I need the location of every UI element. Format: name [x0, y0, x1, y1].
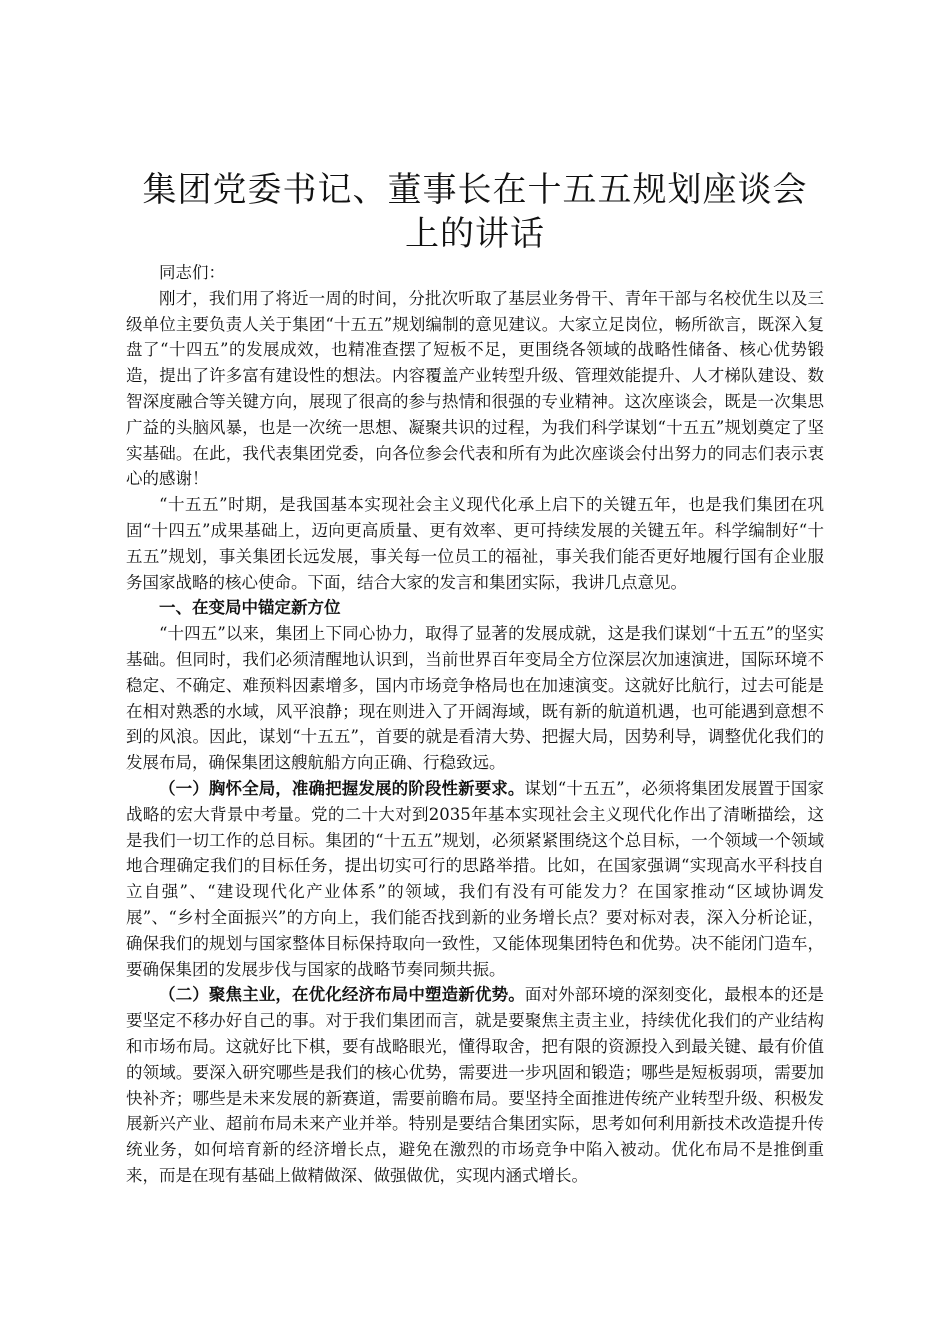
intro-paragraph-1: 刚才，我们用了将近一周的时间，分批次听取了基层业务骨干、青年干部与名校优生以及三级单位主要负责人关于集团“十五五”规划编制的意见建议。大家立足岗位，畅所欲言，既深入复盘了“十四五”的发展成效，也精准查摆了短板不足，更围绕各领域的战略性储备、核心优势锻造，提出了许多富有建设性的想法。内容覆盖产业转型升级、管理效能提升、人才梯队建设、数智深度融合等关键方向，展现了很高的参与热情和很强的专业精神。这次座谈会，既是一次集思广益的头脑风暴，也是一次统一思想、凝聚共识的过程，为我们科学谋划“十五五”规划奠定了坚实基础。在此，我代表集团党委，向各位参会代表和所有为此次座谈会付出努力的同志们表示衷心的感谢！	[126, 288, 824, 489]
intro-paragraph-2: “十五五”时期，是我国基本实现社会主义现代化承上启下的关键五年，也是我们集团在巩固“十四五”成果基础上，迈向更高质量、更有效率、更可持续发展的关键五年。科学编制好“十五五”规划，事关集团长远发展，事关每一位员工的福祉，事关我们能否更好地履行国有企业服务国家战略的核心使命。下面，结合大家的发言和集团实际，我讲几点意见。	[126, 495, 824, 592]
subsection-2-body: 面对外部环境的深刻变化，最根本的还是要坚定不移办好自己的事。对于我们集团而言，就是要聚焦主责主业，持续优化我们的产业结构和市场布局。这就好比下棋，要有战略眼光，懂得取舍，把有限的资源投入到最关键、最有价值的领域。要深入研究哪些是我们的核心优势，需要进一步巩固和锻造；哪些是短板弱项，需要加快补齐；哪些是未来发展的新赛道，需要前瞻布局。要坚持全面推进传统产业转型升级、积极发展新兴产业、超前布局未来产业并举。特别是要结合集团实际，思考如何利用新技术改造提升传统业务，如何培育新的经济增长点，避免在激烈的市场竞争中陷入被动。优化布局不是推倒重来，而是在现有基础上做精做深、做强做优，实现内涵式增长。	[126, 985, 825, 1185]
subsection-1	[126, 776, 824, 982]
subsection-2-lead: （二）聚焦主业，在优化经济布局中塑造新优势。	[159, 985, 525, 1005]
subsection-2	[126, 982, 824, 1188]
section-1-paragraph: “十四五”以来，集团上下同心协力，取得了显著的发展成就，这是我们谋划“十五五”的坚实基础。但同时，我们必须清醒地认识到，当前世界百年变局全方位深层次加速演进，国际环境不稳定、不确定、难预料因素增多，国内市场竞争格局也在加速演变。这就好比航行，过去可能是在相对熟悉的水域，风平浪静；现在则进入了开阔海域，既有新的航道机遇，也可能遇到意想不到的风浪。因此，谋划“十五五”，首要的就是看清大势、把握大局，因势利导，调整优化我们的发展布局，确保集团这艘航船方向正确、行稳致远。	[126, 624, 824, 773]
document-page	[126, 168, 824, 1189]
subsection-1-lead: （一）胸怀全局，准确把握发展的阶段性新要求。	[159, 778, 525, 798]
section-heading-1: 一、在变局中锚定新方位	[159, 598, 341, 618]
subsection-1-body: 谋划“十五五”，必须将集团发展置于国家战略的宏大背景中考量。党的二十大对到2035年基本实现社会主义现代化作出了清晰描绘，这是我们一切工作的总目标。集团的“十五五”规划，必须紧紧围绕这个总目标，一个领域一个领域地合理确定我们的目标任务，提出切实可行的思路举措。比如，在国家强调“实现高水平科技自立自强”、“建设现代化产业体系”的领域，我们有没有可能发力？在国家推动“区域协调发展”、“乡村全面振兴”的方向上，我们能否找到新的业务增长点？要对标对表，深入分析论证，确保我们的规划与国家整体目标保持取向一致性，又能体现集团特色和优势。决不能闭门造车，要确保集团的发展步伐与国家的战略节奏同频共振。	[126, 778, 824, 979]
document-title: 集团党委书记、董事长在十五五规划座谈会上的讲话	[142, 170, 808, 254]
salutation: 同志们：	[159, 263, 225, 282]
